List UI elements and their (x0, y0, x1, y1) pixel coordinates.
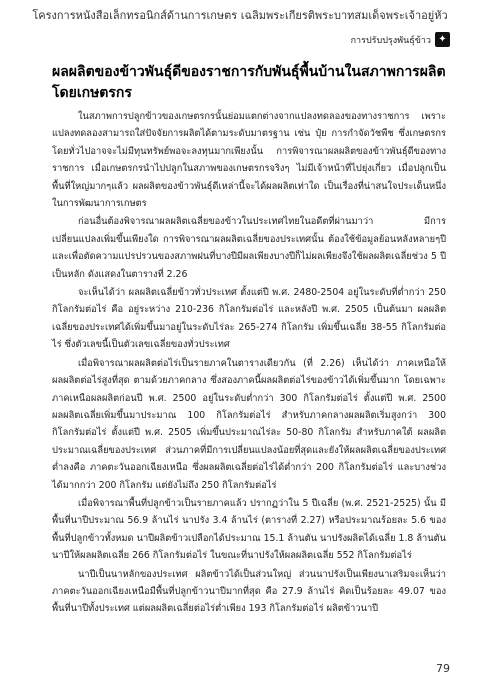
page-number: 79 (436, 662, 450, 675)
paragraph: เมื่อพิจารณาพื้นที่ปลูกข้าวเป็นรายภาคแล้ว ปรากฏว่าใน 5 ปีเฉลี่ย (พ.ศ. 2521-2525) นั้น มีพื้นที่นาปีประมาณ 56.9 ล้านไร่ นาปรัง 3.4 ล้านไร่ (ตารางที่ 2.27) หรือประมาณร้อยละ 5.6 ของพื้นที่ปลูกข้าวทั้งหมด นาปีผลิตข้าวเปลือกได้ประมาณ 15.1 ล้านตัน นาปรังผลิตได้เฉลี่ย 1.8 ล้านตัน นาปีให้ผลผลิตเฉลี่ย 266 กิโลกรัมต่อไร่ ในขณะที่นาปรังให้ผลผลิตเฉลี่ย 552 กิโลกรัมต่อไร่ (52, 497, 446, 562)
paragraph: เมื่อพิจารณาผลผลิตต่อไร่เป็นรายภาคในตารางเดียวกัน (ที่ 2.26) เห็นได้ว่า ภาคเหนือให้ผลผลิตต่อไร่สูงที่สุด ตามด้วยภาคกลาง ซึ่งสองภาคนี้ผลผลิตต่อไร่ของข้าวได้เพิ่มขึ้นมาก โดยเฉพาะภาคเหนือผลผลิตก่อนปี พ.ศ. 2500 อยู่ในระดับต่ำกว่า 300 กิโลกรัมต่อไร่ ตั้งแต่ปี พ.ศ. 2500 ผลผลิตเฉลี่ยเพิ่มขึ้นมาประมาณ 100 กิโลกรัมต่อไร่ สำหรับภาคกลางผลผลิตเริ่มสูงกว่า 300 กิโลกรัมต่อไร่ ตั้งแต่ปี พ.ศ. 2505 เพิ่มขึ้นประมาณไร่ละ 50-80 กิโลกรัม สำหรับภาคใต้ ผลผลิตประมาณเฉลี่ยของประเทศ ส่วนภาคที่มีการเปลี่ยนแปลงน้อยที่สุดและยังให้ผลผลิตเฉลี่ยของประเทศต่ำลงคือ ภาคตะวันออกเฉียงเหนือ ซึ่งผลผลิตเฉลี่ยต่อไร่ได้ต่ำกว่า 200 กิโลกรัมต่อไร่ และบางช่วงได้มากกว่า 200 กิโลกรัม แต่ยังไม่ถึง 250 กิโลกรัมต่อไร่ (52, 357, 446, 491)
paragraph: นาปีเป็นนาหลักของประเทศ ผลิตข้าวได้เป็นส่วนใหญ่ ส่วนนาปรังเป็นเพียงนาเสริมจะเห็นว่า ภาคตะวันออกเฉียงเหนือมีพื้นที่ปลูกข้าวนาปีมากที่สุด คือ 27.9 ล้านไร่ คิดเป็นร้อยละ 49.07 ของพื้นที่นาปีทั้งประเทศ แต่ผลผลิตเฉลี่ยต่อไร่ต่ำเพียง 193 กิโลกรัมต่อไร่ ผลิตข้าวนาปี (52, 568, 446, 615)
section-badge-icon: ✦ (435, 32, 450, 47)
paragraph: จะเห็นได้ว่า ผลผลิตเฉลี่ยข้าวทั่วประเทศ ตั้งแต่ปี พ.ศ. 2480-2504 อยู่ในระดับที่ต่ำกว่า 250 กิโลกรัมต่อไร่ คือ อยู่ระหว่าง 210-236 กิโลกรัมต่อไร่ และหลังปี พ.ศ. 2505 เป็นต้นมา ผลผลิตเฉลี่ยของประเทศได้เพิ่มขึ้นมาอยู่ในระดับไร่ละ 265-274 กิโลกรัม เพิ่มขึ้นเฉลี่ย 38-55 กิโลกรัมต่อไร่ ซึ่งตัวเลขนี้เป็นตัวเลขเฉลี่ยของทั่วประเทศ (52, 287, 446, 351)
body-text (52, 108, 446, 619)
section-label: การปรับปรุงพันธุ์ข้าว (350, 35, 431, 46)
running-header: โครงการหนังสือเล็กทรอนิกส์ด้านการเกษตร เฉลิมพระเกียรติพระบาทสมเด็จพระเจ้าอยู่หัว (32, 9, 448, 22)
page-title: ผลผลิตของข้าวพันธุ์ดีของราชการกับพันธุ์พื้นบ้านในสภาพการผลิตโดยเกษตรกร (52, 64, 446, 101)
section-tag (351, 32, 450, 47)
paragraph: ในสภาพการปลูกข้าวของเกษตรกรนั้นย่อมแตกต่างจากแปลงทดลองของทางราชการ เพราะแปลงทดลองสามารถใส่ปัจจัยการผลิตได้ตามระดับมาตรฐาน เช่น ปุ๋ย การกำจัดวัชพืช ซึ่งเกษตรกรโดยทั่วไปอาจจะไม่มีทุนทรัพย์พอจะลงทุนมากเพียงนั้น การพิจารณาผลผลิตของข้าวพันธุ์ดีของทางราชการ เมื่อเกษตรกรนำไปปลูกในสภาพของเกษตรกรจริงๆ ไม่มีเจ้าหน้าที่ไปยุ่งเกี่ยว เมื่อปลูกเป็นพื้นที่ใหญ่มากๆแล้ว ผลผลิตของข้าวพันธุ์ดีเหล่านี้จะได้ผลผลิตเท่าใด เป็นเรื่องที่น่าสนใจประเด็นหนึ่งในการพัฒนาการเกษตร (52, 111, 446, 210)
paragraph: ก่อนอื่นต้องพิจารณาผลผลิตเฉลี่ยของข้าวในประเทศไทยในอดีตที่ผ่านมาว่า มีการเปลี่ยนแปลงเพิ่มขึ้นเพียงใด การพิจารณาผลผลิตเฉลี่ยของประเทศนั้น ต้องใช้ข้อมูลย้อนหลังหลายๆปี และเพื่อตัดความแปรปรวนของสภาพฝนที่บางปีมีผลเพียงบางปีก็ไม่ผลเพียงจึงใช้ผลผลิตเฉลี่ยช่วง 5 ปีเป็นหลัก ดังแสดงในตารางที่ 2.26 (52, 216, 446, 280)
